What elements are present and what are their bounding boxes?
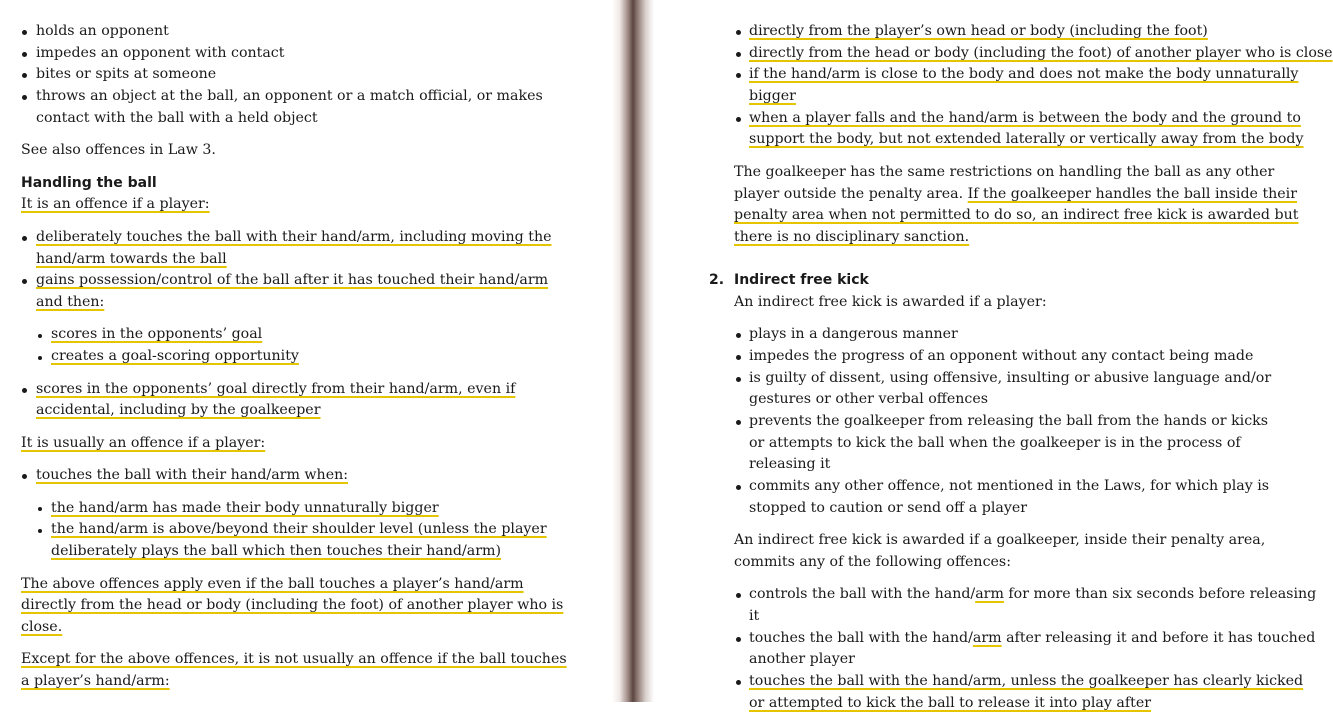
see-also: See also offences in Law 3. xyxy=(21,142,216,158)
text-span: player outside the penalty area. xyxy=(734,186,964,202)
text-line: It is an offence if a player: xyxy=(21,196,210,212)
text-line: throws an object at the ball, an opponent or a match official, or makes xyxy=(36,88,543,104)
text-line: the hand/arm is above/beyond their shoulder level (unless the player xyxy=(51,521,547,537)
text-line: prevents the goalkeeper from releasing the ball from the hands or kicks xyxy=(749,413,1269,429)
bullet xyxy=(736,637,741,642)
text-line: bigger xyxy=(749,88,796,104)
text-line: gestures or other verbal offences xyxy=(749,391,989,407)
bullet xyxy=(22,388,27,393)
text-line: touches the ball with the hand/arm, unless the goalkeeper has clearly kicked xyxy=(749,673,1304,689)
text-span: arm xyxy=(975,586,1004,602)
bullet xyxy=(22,236,27,241)
bullet xyxy=(736,333,741,338)
text-line: gains possession/control of the ball after it has touched their hand/arm xyxy=(36,272,549,288)
text-span: after releasing it and before it has touched xyxy=(1001,630,1316,646)
text-span: If the goalkeeper handles the ball inside their xyxy=(967,186,1298,202)
text-line: impedes the progress of an opponent without any contact being made xyxy=(749,348,1254,364)
section-heading: Indirect free kick xyxy=(734,272,869,288)
text-span: arm xyxy=(972,630,1002,646)
bullet xyxy=(736,420,741,425)
text-line xyxy=(749,628,1315,649)
text-line xyxy=(749,584,1316,605)
text-line: bites or spits at someone xyxy=(36,66,217,82)
text-line: close. xyxy=(21,619,63,635)
text-line: hand/arm towards the ball xyxy=(36,251,227,267)
text-line: stopped to caution or send off a player xyxy=(749,500,1028,516)
text-line: another player xyxy=(749,651,855,667)
bullet xyxy=(22,30,27,35)
text-line: the hand/arm has made their body unnaturally bigger xyxy=(51,500,439,516)
right-page xyxy=(650,0,1333,711)
bullet xyxy=(736,117,741,122)
text-line: scores in the opponents’ goal directly from their hand/arm, even if xyxy=(36,381,516,397)
text-line: contact with the ball with a held object xyxy=(36,110,318,126)
text-line: plays in a dangerous manner xyxy=(749,326,958,342)
text-line: when a player falls and the hand/arm is between the body and the ground to xyxy=(749,110,1301,126)
text-line: if the hand/arm is close to the body and does not make the body unnaturally xyxy=(749,66,1299,82)
bullet xyxy=(736,593,741,598)
text-line: or attempted to kick the ball to release it into play after xyxy=(749,695,1152,711)
bullet xyxy=(22,474,27,479)
bullet xyxy=(22,73,27,78)
sub-bullet xyxy=(38,529,42,533)
text-line: deliberately plays the ball which then touches their hand/arm) xyxy=(51,543,502,559)
text-line: a player’s hand/arm: xyxy=(21,673,170,689)
text-span: controls the ball with the hand/ xyxy=(749,586,976,602)
text-line: directly from the head or body (including the foot) of another player who is xyxy=(21,597,564,613)
text-line: support the body, but not extended laterally or vertically away from the body xyxy=(749,131,1304,147)
text-line: commits any other offence, not mentioned in the Laws, for which play is xyxy=(749,478,1270,494)
bullet xyxy=(22,279,27,284)
text-line: is guilty of dissent, using offensive, insulting or abusive language and/or xyxy=(749,370,1272,386)
sub-bullet xyxy=(38,507,42,511)
text-line: directly from the head or body (including the foot) of another player who is close xyxy=(749,45,1333,61)
text-line: it xyxy=(749,608,760,624)
text-span: touches the ball with the hand/ xyxy=(749,630,973,646)
bullet xyxy=(22,95,27,100)
text-line: Except for the above offences, it is not usually an offence if the ball touches xyxy=(21,651,567,667)
text-line: It is usually an offence if a player: xyxy=(21,435,266,451)
bullet xyxy=(736,30,741,35)
text-line: accidental, including by the goalkeeper xyxy=(36,402,321,418)
text-line: releasing it xyxy=(749,456,831,472)
bullet xyxy=(736,52,741,57)
text-line: impedes an opponent with contact xyxy=(36,45,285,61)
section-heading: Handling the ball xyxy=(21,175,157,191)
text-line: penalty area when not permitted to do so, an indirect free kick is awarded but xyxy=(734,207,1299,223)
text-line: scores in the opponents’ goal xyxy=(51,326,263,342)
text-span: for more than six seconds before releasing xyxy=(1003,586,1317,602)
text-line: there is no disciplinary sanction. xyxy=(734,229,970,245)
text-line: or attempts to kick the ball when the goalkeeper is in the process of xyxy=(749,435,1241,451)
text-line: directly from the player’s own head or body (including the foot) xyxy=(749,23,1208,39)
text-line: and then: xyxy=(36,294,105,310)
bullet xyxy=(736,485,741,490)
text-line: The above offences apply even if the ball touches a player’s hand/arm xyxy=(21,576,524,592)
left-page xyxy=(0,0,620,702)
book-spine xyxy=(612,0,654,702)
text-line: An indirect free kick is awarded if a goalkeeper, inside their penalty area, xyxy=(734,532,1266,548)
text-line: The goalkeeper has the same restrictions on handling the ball as any other xyxy=(734,164,1275,180)
bullet xyxy=(736,680,741,685)
section-number: 2. xyxy=(709,272,725,288)
text-line xyxy=(734,184,1297,205)
sub-bullet xyxy=(38,334,42,338)
text-line: holds an opponent xyxy=(36,23,169,39)
bullet xyxy=(736,355,741,360)
text-line: deliberately touches the ball with their hand/arm, including moving the xyxy=(36,229,552,245)
text-line: An indirect free kick is awarded if a player: xyxy=(734,294,1047,310)
text-line: commits any of the following offences: xyxy=(734,554,1011,570)
text-line: creates a goal-scoring opportunity xyxy=(51,348,299,364)
sub-bullet xyxy=(38,356,42,360)
text-line: touches the ball with their hand/arm when: xyxy=(36,467,349,483)
bullet xyxy=(22,52,27,57)
bullet xyxy=(736,73,741,78)
bullet xyxy=(736,377,741,382)
